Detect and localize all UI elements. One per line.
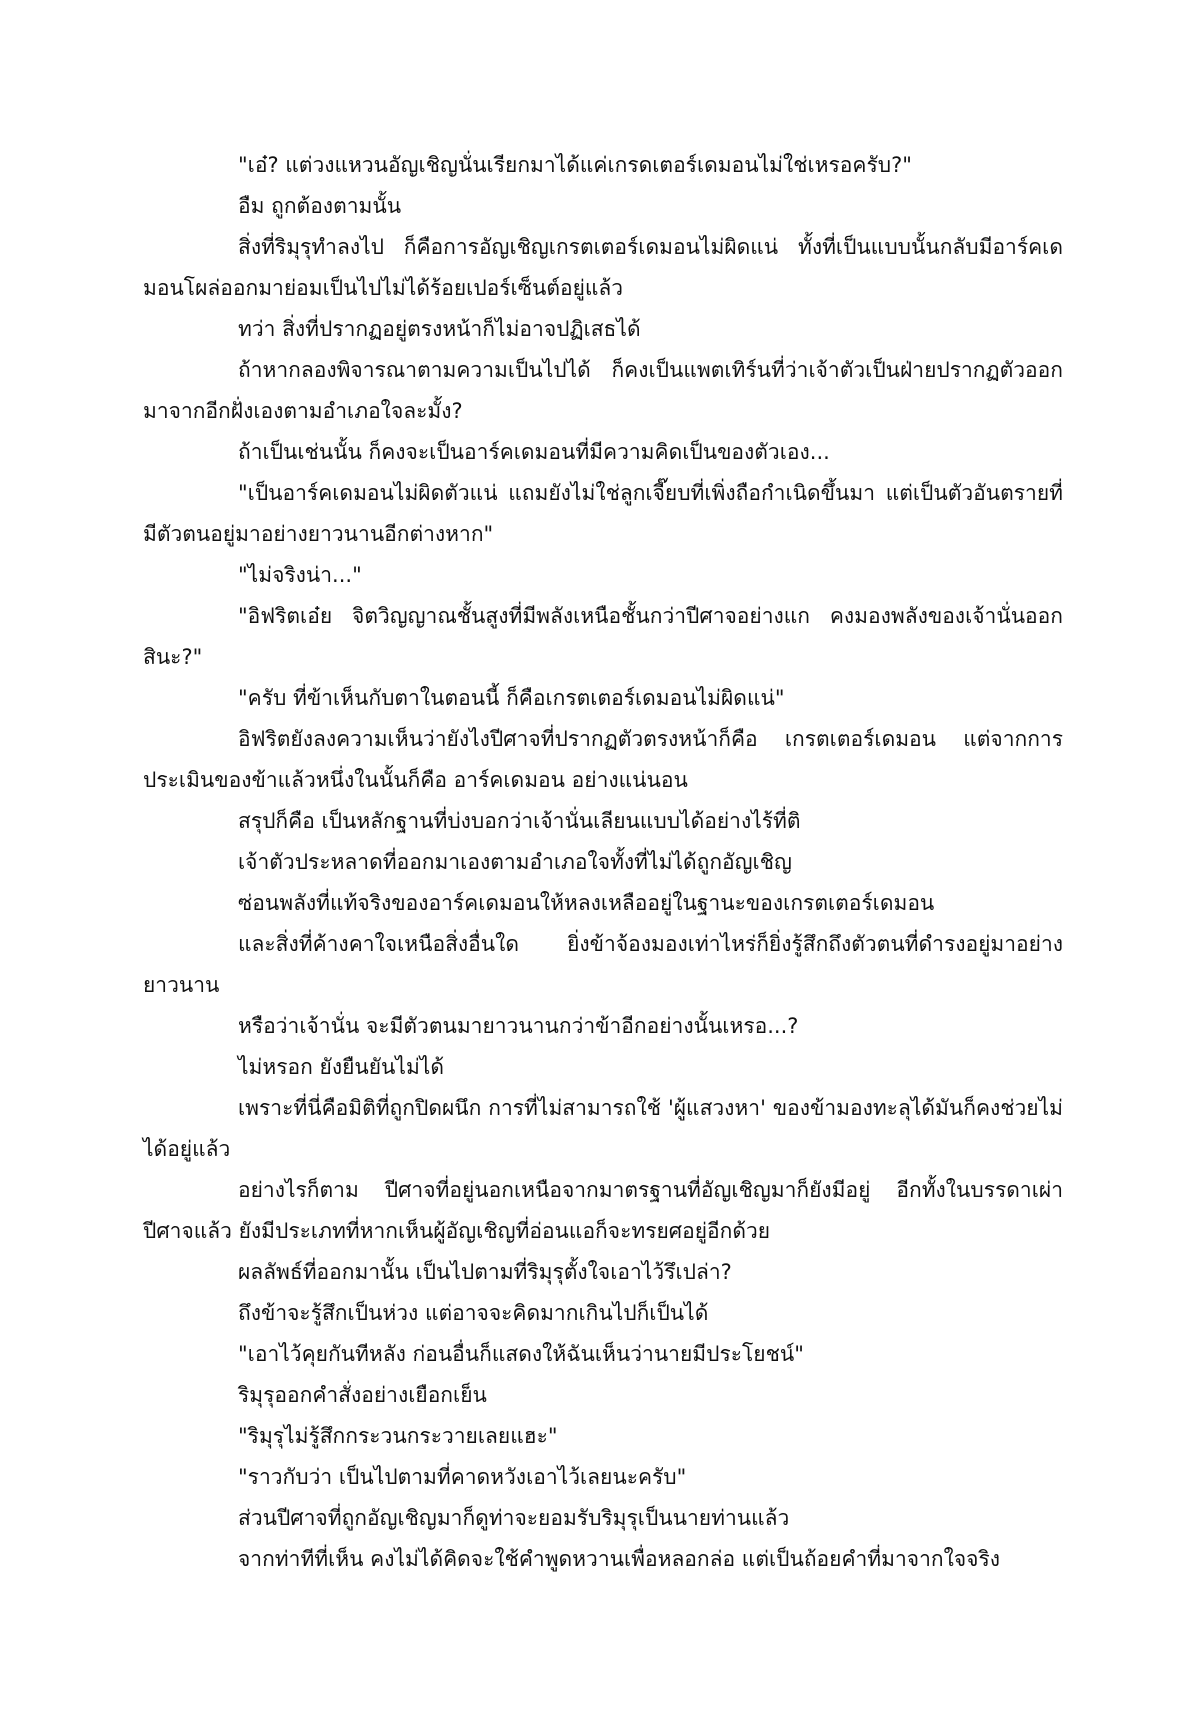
paragraph-5: ถ้าหากลองพิจารณาตามความเป็นไปได้ ก็คงเป็นแพตเทิร์นที่ว่าเจ้าตัวเป็นฝ่ายปรากฏตัวออกมาจากอีกฝั่งเองตามอำเภอใจละมั้ง?	[143, 358, 1063, 423]
paragraph-18: เพราะที่นี่คือมิติที่ถูกปิดผนึก การที่ไม่สามารถใช้ 'ผู้แสวงหา' ของข้ามองทะลุได้มันก็คงช่วยไม่ได้อยู่แล้ว	[143, 1096, 1063, 1161]
paragraph-27: จากท่าทีที่เห็น คงไม่ได้คิดจะใช้คำพูดหวานเพื่อหลอกล่อ แต่เป็นถ้อยคำที่มาจากใจจริง	[238, 1547, 1000, 1571]
paragraph-19: อย่างไรก็ตาม ปีศาจที่อยู่นอกเหนือจากมาตรฐานที่อัญเชิญมาก็ยังมีอยู่ อีกทั้งในบรรดาเผ่าปีศาจแล้ว ยังมีประเภทที่หากเห็นผู้อัญเชิญที่อ่อนแอก็จะทรยศอยู่อีกด้วย	[143, 1178, 1063, 1243]
paragraph-16: หรือว่าเจ้านั่น จะมีตัวตนมายาวนานกว่าข้าอีกอย่างนั้นเหรอ...?	[238, 1014, 799, 1038]
paragraph-21: ถึงข้าจะรู้สึกเป็นห่วง แต่อาจจะคิดมากเกินไปก็เป็นได้	[238, 1301, 709, 1325]
body-text	[143, 145, 1063, 1580]
paragraph-7: "เป็นอาร์คเดมอนไม่ผิดตัวแน่ แถมยังไม่ใช่ลูกเจี๊ยบที่เพิ่งถือกำเนิดขึ้นมา แต่เป็นตัวอันตรายที่มีตัวตนอยู่มาอย่างยาวนานอีกต่างหาก"	[143, 481, 1063, 546]
paragraph-26: ส่วนปีศาจที่ถูกอัญเชิญมาก็ดูท่าจะยอมรับริมุรุเป็นนายท่านแล้ว	[238, 1506, 790, 1530]
paragraph-17: ไม่หรอก ยังยืนยันไม่ได้	[238, 1055, 445, 1079]
paragraph-3: สิ่งที่ริมุรุทำลงไป ก็คือการอัญเชิญเกรตเตอร์เดมอนไม่ผิดแน่ ทั้งที่เป็นแบบนั้นกลับมีอาร์คเดมอนโผล่ออกมาย่อมเป็นไปไม่ได้ร้อยเปอร์เซ็นต์อยู่แล้ว	[143, 235, 1063, 300]
paragraph-23: ริมุรุออกคำสั่งอย่างเยือกเย็น	[238, 1383, 487, 1407]
paragraph-9: "อิฟริตเอ๋ย จิตวิญญาณชั้นสูงที่มีพลังเหนือชั้นกว่าปีศาจอย่างแก คงมองพลังของเจ้านั่นออกสินะ?"	[143, 604, 1063, 669]
paragraph-15: และสิ่งที่ค้างคาใจเหนือสิ่งอื่นใด ยิ่งข้าจ้องมองเท่าไหร่ก็ยิ่งรู้สึกถึงตัวตนที่ดำรงอยู่มาอย่างยาวนาน	[143, 932, 1063, 997]
paragraph-8: "ไม่จริงน่า..."	[238, 563, 362, 587]
paragraph-1: "เอ๋? แต่วงแหวนอัญเชิญนั่นเรียกมาได้แค่เกรดเตอร์เดมอนไม่ใช่เหรอครับ?"	[238, 153, 912, 177]
paragraph-14: ซ่อนพลังที่แท้จริงของอาร์คเดมอนให้หลงเหลืออยู่ในฐานะของเกรตเตอร์เดมอน	[238, 891, 935, 915]
paragraph-6: ถ้าเป็นเช่นนั้น ก็คงจะเป็นอาร์คเดมอนที่มีความคิดเป็นของตัวเอง...	[238, 440, 830, 464]
paragraph-2: อืม ถูกต้องตามนั้น	[238, 194, 402, 218]
paragraph-25: "ราวกับว่า เป็นไปตามที่คาดหวังเอาไว้เลยนะครับ"	[238, 1465, 687, 1489]
paragraph-22: "เอาไว้คุยกันทีหลัง ก่อนอื่นก็แสดงให้ฉันเห็นว่านายมีประโยชน์"	[238, 1342, 804, 1366]
paragraph-13: เจ้าตัวประหลาดที่ออกมาเองตามอำเภอใจทั้งที่ไม่ได้ถูกอัญเชิญ	[238, 850, 792, 874]
paragraph-4: ทว่า สิ่งที่ปรากฏอยู่ตรงหน้าก็ไม่อาจปฏิเสธได้	[238, 317, 641, 341]
paragraph-11: อิฟริตยังลงความเห็นว่ายังไงปีศาจที่ปรากฏตัวตรงหน้าก็คือ เกรตเตอร์เดมอน แต่จากการประเมินของข้าแล้วหนึ่งในนั้นก็คือ อาร์คเดมอน อย่างแน่นอน	[143, 727, 1063, 792]
paragraph-24: "ริมุรุไม่รู้สึกกระวนกระวายเลยแฮะ"	[238, 1424, 558, 1448]
paragraph-20: ผลลัพธ์ที่ออกมานั้น เป็นไปตามที่ริมุรุตั้งใจเอาไว้รึเปล่า?	[238, 1260, 732, 1284]
paragraph-12: สรุปก็คือ เป็นหลักฐานที่บ่งบอกว่าเจ้านั่นเลียนแบบได้อย่างไร้ที่ติ	[238, 809, 801, 833]
paragraph-10: "ครับ ที่ข้าเห็นกับตาในตอนนี้ ก็คือเกรตเตอร์เดมอนไม่ผิดแน่"	[238, 686, 785, 710]
